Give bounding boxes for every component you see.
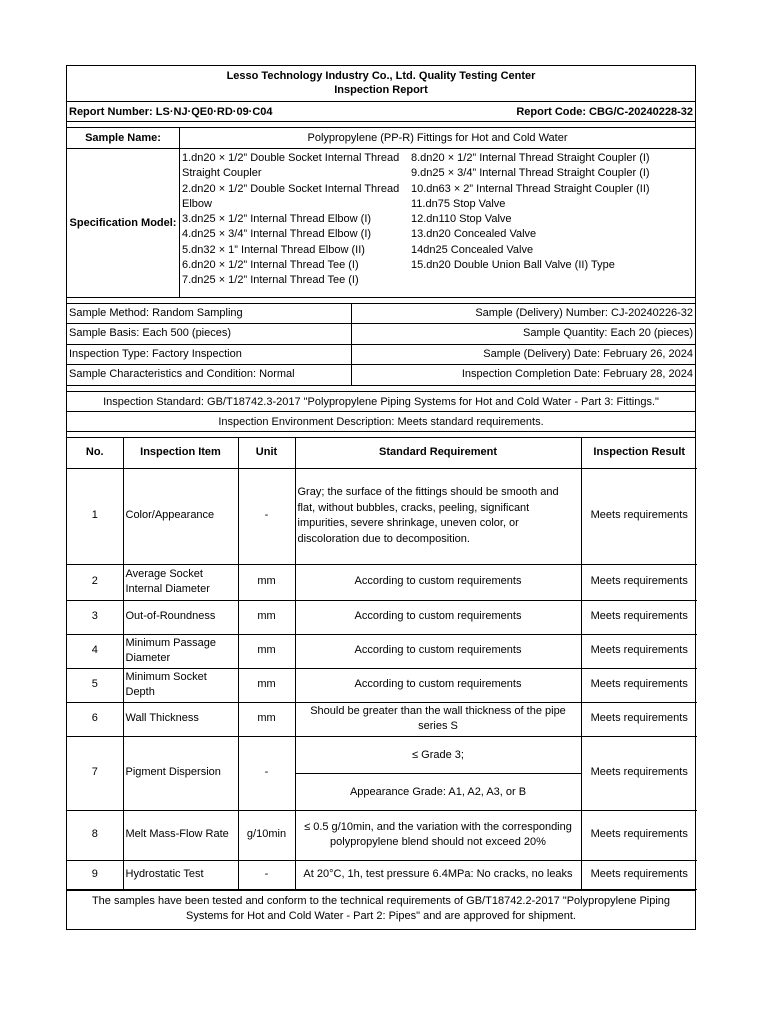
row-item: Hydrostatic Test bbox=[123, 860, 238, 889]
sample-method: Sample Method: Random Sampling bbox=[67, 304, 352, 325]
sample-basis: Sample Basis: Each 500 (pieces) bbox=[67, 324, 352, 345]
conclusion-statement: The samples have been tested and conform to the technical requirements of GB/T18742.2-2017 "Polypropylene Piping Systems for Hot and Cold Water - Part 2: Pipes" and are approved for shipment. bbox=[67, 890, 695, 929]
row-item: Minimum Socket Depth bbox=[123, 668, 238, 702]
spec-model-line: 2.dn20 × 1/2” Double Socket Internal Thread bbox=[182, 182, 400, 195]
table-row bbox=[67, 600, 697, 634]
spec-model-line: Straight Coupler bbox=[182, 167, 262, 180]
spec-model-line: Elbow bbox=[182, 197, 212, 210]
inspection-table bbox=[67, 438, 697, 890]
row-no: 8 bbox=[67, 810, 123, 860]
row-requirement: Gray; the surface of the fittings should be smooth and flat, without bubbles, cracks, peeling, significant impurities, severe shrinkage, uneven color, or discoloration due to decomposition. bbox=[295, 468, 581, 564]
spec-model-line: 9.dn25 × 3/4” Internal Thread Straight Coupler (I) bbox=[411, 167, 650, 180]
sample-delivery-number: Sample (Delivery) Number: CJ-20240226-32 bbox=[352, 304, 695, 325]
table-row bbox=[67, 860, 697, 889]
table-row bbox=[67, 634, 697, 668]
row-requirement: According to custom requirements bbox=[295, 634, 581, 668]
table-row bbox=[67, 736, 697, 810]
table-header-row bbox=[67, 438, 697, 469]
inspection-type: Inspection Type: Factory Inspection bbox=[67, 345, 352, 366]
spec-model-line: 12.dn110 Stop Valve bbox=[411, 213, 512, 226]
spec-model-line: 8.dn20 × 1/2” Internal Thread Straight Coupler (I) bbox=[411, 152, 650, 164]
sample-name-label: Sample Name: bbox=[67, 128, 180, 149]
table-row bbox=[67, 702, 697, 736]
row-unit: g/10min bbox=[238, 810, 295, 860]
col-header-result: Inspection Result bbox=[581, 438, 697, 469]
row-item: Pigment Dispersion bbox=[123, 736, 238, 810]
row-requirement: According to custom requirements bbox=[295, 564, 581, 600]
row-result: Meets requirements bbox=[581, 468, 697, 564]
spec-model-line: 1.dn20 × 1/2” Double Socket Internal Thread bbox=[182, 152, 400, 164]
inspection-environment: Inspection Environment Description: Meets standard requirements. bbox=[67, 412, 695, 432]
row-unit: - bbox=[238, 468, 295, 564]
table-row bbox=[67, 668, 697, 702]
report-id-row bbox=[67, 102, 695, 122]
inspection-report bbox=[66, 65, 696, 930]
row-result: Meets requirements bbox=[581, 702, 697, 736]
sample-condition: Sample Characteristics and Condition: Normal bbox=[67, 365, 352, 385]
row-unit: mm bbox=[238, 668, 295, 702]
report-number: Report Number: LS·NJ·QE0·RD·09·C04 bbox=[69, 106, 273, 118]
row-no: 2 bbox=[67, 564, 123, 600]
spec-model-line: 6.dn20 × 1/2” Internal Thread Tee (I) bbox=[182, 259, 359, 272]
row-result: Meets requirements bbox=[581, 668, 697, 702]
row-item: Wall Thickness bbox=[123, 702, 238, 736]
row-unit: mm bbox=[238, 634, 295, 668]
row-no: 7 bbox=[67, 736, 123, 810]
row-item: Minimum Passage Diameter bbox=[123, 634, 238, 668]
spec-model-line: 15.dn20 Double Union Ball Valve (II) Type bbox=[411, 259, 615, 272]
sample-delivery-date: Sample (Delivery) Date: February 26, 2024 bbox=[352, 345, 695, 366]
sample-name-value: Polypropylene (PP-R) Fittings for Hot and Cold Water bbox=[180, 128, 695, 149]
row-no: 9 bbox=[67, 860, 123, 889]
row-unit: mm bbox=[238, 564, 295, 600]
row-item: Average Socket Internal Diameter bbox=[123, 564, 238, 600]
report-header bbox=[67, 66, 695, 102]
row-no: 5 bbox=[67, 668, 123, 702]
sample-quantity: Sample Quantity: Each 20 (pieces) bbox=[352, 324, 695, 345]
row-unit: mm bbox=[238, 702, 295, 736]
spec-model-line: 14dn25 Concealed Valve bbox=[411, 243, 534, 256]
row-result: Meets requirements bbox=[581, 564, 697, 600]
inspection-standard: Inspection Standard: GB/T18742.3-2017 "Polypropylene Piping Systems for Hot and Cold Water - Part 3: Fittings." bbox=[67, 392, 695, 412]
org-name: Lesso Technology Industry Co., Ltd. Quality Testing Center bbox=[226, 70, 536, 82]
row-requirement: Should be greater than the wall thickness of the pipe series S bbox=[295, 702, 581, 736]
row-unit: - bbox=[238, 860, 295, 889]
col-header-unit: Unit bbox=[238, 438, 295, 469]
spec-model-line: 3.dn25 × 1/2” Internal Thread Elbow (I) bbox=[182, 213, 372, 226]
spec-model-column-left bbox=[182, 151, 411, 289]
table-row bbox=[67, 468, 697, 564]
spec-model-line: 4.dn25 × 3/4” Internal Thread Elbow (I) bbox=[182, 228, 372, 241]
report-code: Report Code: CBG/C-20240228-32 bbox=[516, 106, 693, 118]
row-requirement: According to custom requirements bbox=[295, 668, 581, 702]
spec-model-line: 7.dn25 × 1/2” Internal Thread Tee (I) bbox=[182, 274, 359, 287]
spec-model-label: Specification Model: bbox=[67, 149, 180, 297]
table-row bbox=[67, 564, 697, 600]
row-item: Color/Appearance bbox=[123, 468, 238, 564]
requirement-grade: ≤ Grade 3; bbox=[296, 737, 581, 774]
row-no: 6 bbox=[67, 702, 123, 736]
row-no: 4 bbox=[67, 634, 123, 668]
spec-model-line: 13.dn20 Concealed Valve bbox=[411, 228, 537, 241]
requirement-appearance-grade: Appearance Grade: A1, A2, A3, or B bbox=[349, 785, 527, 798]
table-row bbox=[67, 810, 697, 860]
inspection-completion-date: Inspection Completion Date: February 28, 2024 bbox=[461, 368, 693, 381]
col-header-requirement: Standard Requirement bbox=[295, 438, 581, 469]
col-header-no: No. bbox=[67, 438, 123, 469]
row-result: Meets requirements bbox=[581, 736, 697, 810]
row-requirement: ≤ 0.5 g/10min, and the variation with the corresponding polypropylene blend should not exceed 20% bbox=[295, 810, 581, 860]
row-unit: mm bbox=[238, 600, 295, 634]
spec-model-line: 5.dn32 × 1” Internal Thread Elbow (II) bbox=[182, 243, 365, 256]
row-item: Melt Mass-Flow Rate bbox=[123, 810, 238, 860]
sample-spec-block bbox=[67, 128, 695, 298]
spec-model-list bbox=[180, 149, 695, 297]
row-result: Meets requirements bbox=[581, 860, 697, 889]
col-header-item: Inspection Item bbox=[123, 438, 238, 469]
row-item: Out-of-Roundness bbox=[123, 600, 238, 634]
row-requirement: At 20°C, 1h, test pressure 6.4MPa: No cracks, no leaks bbox=[295, 860, 581, 889]
spec-model-line: 10.dn63 × 2” Internal Thread Straight Coupler (II) bbox=[411, 182, 650, 195]
row-unit: - bbox=[238, 736, 295, 810]
row-no: 1 bbox=[67, 468, 123, 564]
spec-model-line: 11.dn75 Stop Valve bbox=[411, 197, 506, 210]
row-requirement: According to custom requirements bbox=[295, 600, 581, 634]
sampling-info bbox=[67, 304, 695, 386]
row-result: Meets requirements bbox=[581, 600, 697, 634]
doc-title: Inspection Report bbox=[334, 84, 428, 96]
row-requirement bbox=[295, 736, 581, 810]
row-result: Meets requirements bbox=[581, 634, 697, 668]
row-result: Meets requirements bbox=[581, 810, 697, 860]
row-no: 3 bbox=[67, 600, 123, 634]
spec-model-column-right bbox=[411, 151, 693, 289]
